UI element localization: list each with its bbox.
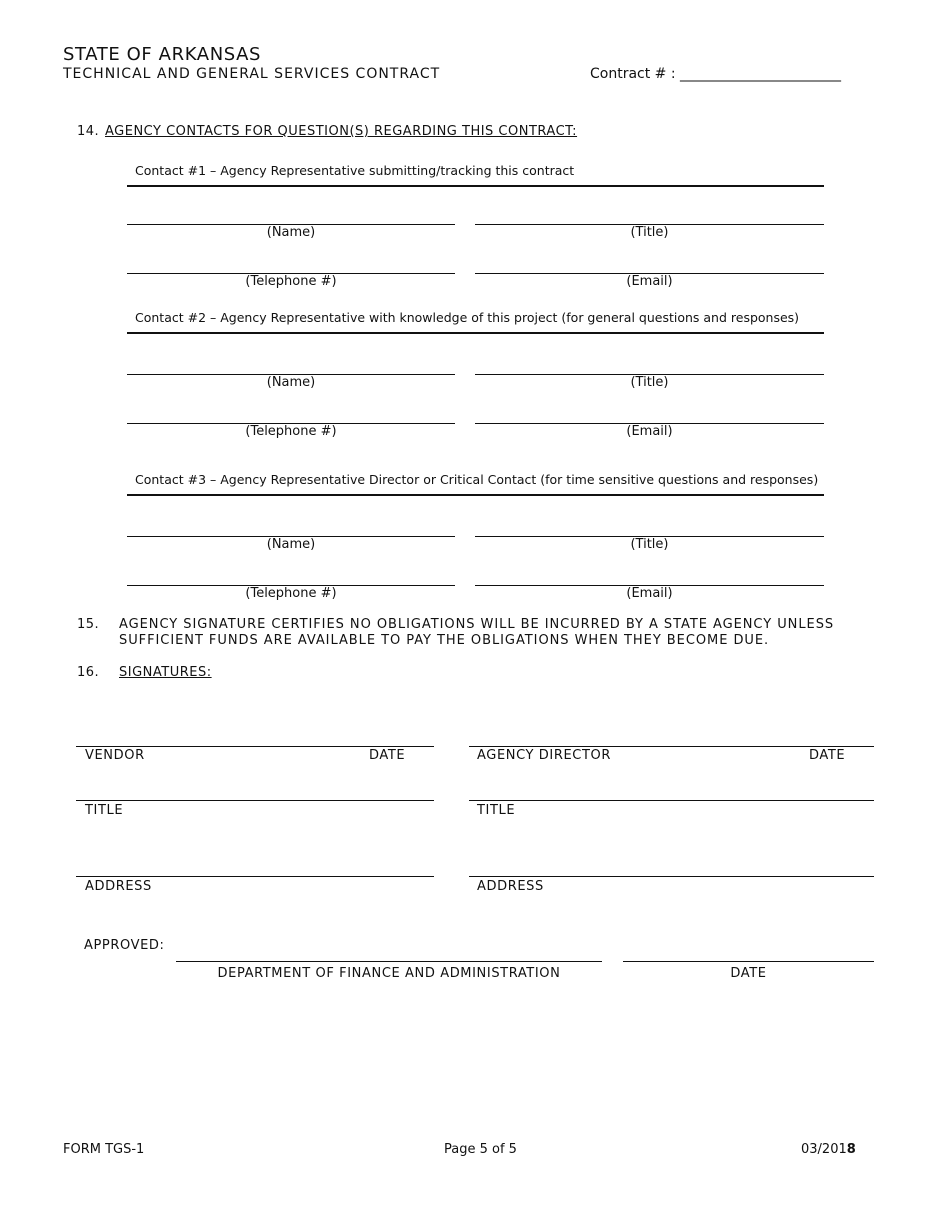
vendor-signature-line[interactable] [76,746,434,747]
contact-3-title-caption: (Title) [630,537,669,552]
contact-3-name-caption: (Name) [266,537,316,552]
section-15-line-1: AGENCY SIGNATURE CERTIFIES NO OBLIGATIONS WILL BE INCURRED BY A STATE AGENCY UNLESS [119,617,835,632]
contact-2-telephone-caption: (Telephone #) [245,424,337,439]
dfa-label: DEPARTMENT OF FINANCE AND ADMINISTRATION [217,966,561,981]
contact-1-telephone-caption: (Telephone #) [245,274,337,289]
contact-2-label: Contact #2 – Agency Representative with knowledge of this project (for general questions and responses) [135,310,800,325]
contact-3-divider [127,494,824,496]
vendor-address-line[interactable] [76,876,434,877]
agency-director-label: AGENCY DIRECTOR [477,748,611,763]
form-title: TECHNICAL AND GENERAL SERVICES CONTRACT [63,66,441,82]
agency-address-label: ADDRESS [477,879,544,894]
section-15-number: 15. [77,617,100,632]
contact-2-title-caption: (Title) [630,375,669,390]
revision-date: 03/2018 [801,1142,856,1157]
dfa-signature-line[interactable] [176,961,602,962]
vendor-title-line[interactable] [76,800,434,801]
section-15-line-2: SUFFICIENT FUNDS ARE AVAILABLE TO PAY THE OBLIGATIONS WHEN THEY BECOME DUE. [119,633,770,648]
state-title: STATE OF ARKANSAS [63,44,262,65]
agency-title-label: TITLE [477,803,516,818]
contract-label: Contract # : [590,66,676,82]
agency-address-line[interactable] [469,876,874,877]
contact-1-title-caption: (Title) [630,225,669,240]
contact-3-email-caption: (Email) [626,586,673,601]
section-16-number: 16. [77,665,100,680]
vendor-date-label: DATE [369,748,406,763]
vendor-label: VENDOR [85,748,145,763]
agency-title-line[interactable] [469,800,874,801]
contact-3-label: Contact #3 – Agency Representative Director or Critical Contact (for time sensitive questions and responses) [135,472,819,487]
section-14-number: 14. [77,124,100,139]
vendor-address-label: ADDRESS [85,879,152,894]
section-16-heading: SIGNATURES: [119,665,212,680]
vendor-title-label: TITLE [85,803,124,818]
section-14-heading: AGENCY CONTACTS FOR QUESTION(S) REGARDING THIS CONTRACT: [105,124,578,139]
contact-1-email-caption: (Email) [626,274,673,289]
contract-number-field[interactable] [590,66,841,82]
dfa-date-line[interactable] [623,961,874,962]
contact-2-divider [127,332,824,334]
contact-1-label: Contact #1 – Agency Representative submitting/tracking this contract [135,163,575,178]
contract-blank: _______________________ [680,66,842,82]
agency-director-date-label: DATE [809,748,846,763]
contact-3-telephone-caption: (Telephone #) [245,586,337,601]
contact-1-name-caption: (Name) [266,225,316,240]
agency-director-signature-line[interactable] [469,746,874,747]
page-number: Page 5 of 5 [444,1142,517,1157]
contact-1-divider [127,185,824,187]
contact-2-email-caption: (Email) [626,424,673,439]
dfa-date-label: DATE [730,966,767,981]
approved-label: APPROVED: [84,938,165,953]
contact-2-name-caption: (Name) [266,375,316,390]
form-id: FORM TGS-1 [63,1142,145,1157]
